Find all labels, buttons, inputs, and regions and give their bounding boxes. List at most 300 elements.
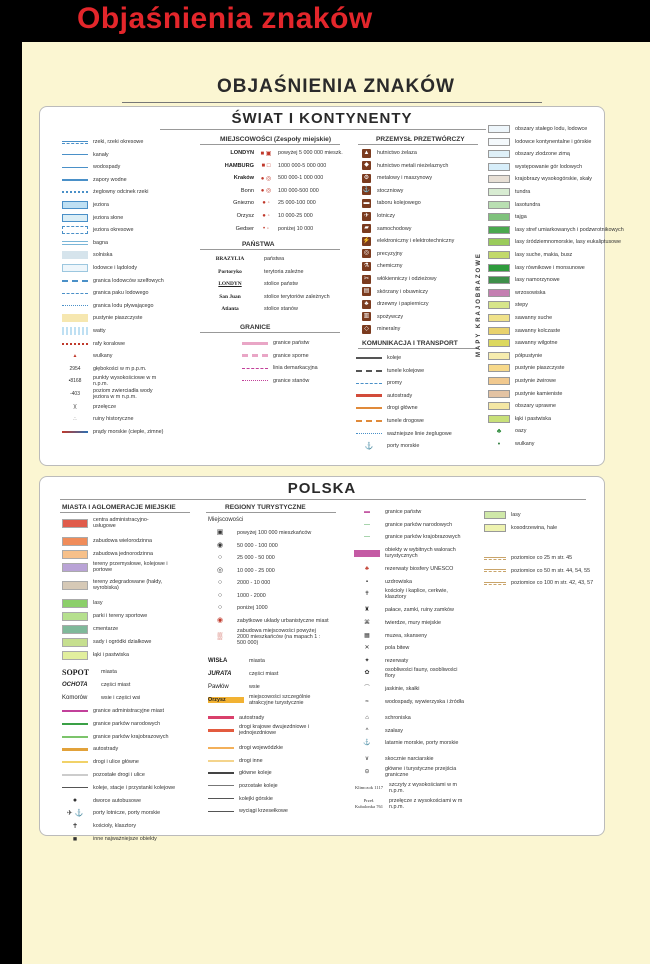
- urban-line-icon: [62, 710, 88, 712]
- legend-label: skocznie narciarskie: [385, 756, 434, 763]
- hydro-legend-row: [62, 350, 112, 362]
- industry-legend-row: [362, 248, 402, 260]
- settlement-symbol-icon: ■ □: [261, 162, 271, 169]
- poland-panel-title: POLSKA: [287, 480, 357, 497]
- urban-heading: MIASTA I AGLOMERACJE MIEJSKIE: [62, 504, 176, 511]
- urban-line-row: [62, 807, 160, 819]
- legend-label: twierdze, mury miejskie: [385, 620, 442, 626]
- city-name: Orzysz: [236, 213, 254, 219]
- landscape-legend-row: [488, 136, 591, 148]
- depth-icon: 2954: [69, 365, 81, 372]
- hydro-legend-row: [62, 426, 163, 438]
- legend-label: tundra: [515, 189, 531, 195]
- legend-label: drzewny i papierniczy: [377, 301, 429, 308]
- transport-line-icon: [356, 420, 382, 422]
- landscape-legend-row: [488, 287, 546, 299]
- legend-label: poniżej 10 000: [278, 225, 314, 232]
- legend-label: zapory wodne: [93, 176, 127, 183]
- industry-icon: ⚙: [363, 174, 370, 181]
- region-settlement-row: [208, 590, 266, 602]
- borders-heading-rule: [200, 332, 340, 333]
- region-name-row: [208, 681, 260, 693]
- landscape-legend-row: [488, 388, 562, 400]
- tourism-symbol-icon: ^: [365, 727, 369, 734]
- relief-row: [484, 509, 521, 521]
- settlement-symbol-icon: ○: [217, 579, 223, 586]
- landscape-legend-row: [488, 236, 621, 248]
- city-legend-row: [202, 160, 326, 172]
- tourism-row: [354, 712, 411, 724]
- seasonal-lake-icon: [62, 226, 88, 234]
- city-name: LONDYN: [230, 150, 254, 156]
- hydro-legend-row: [62, 300, 154, 312]
- industry-legend-row: [362, 286, 428, 298]
- settlement-symbol-icon: ◉: [216, 541, 224, 549]
- region-settlement-row: [208, 627, 329, 646]
- legend-label: tajga: [515, 214, 527, 221]
- salt-lake-icon: [62, 214, 88, 222]
- tourism-row: [354, 531, 465, 543]
- world-title-divider: [160, 129, 486, 130]
- settlement-symbol-icon: ◉: [216, 616, 224, 624]
- city-legend-row: [202, 172, 323, 184]
- swamp-icon: [62, 239, 88, 247]
- coral-reef-icon: [62, 343, 88, 345]
- border-line-icon: [242, 354, 268, 357]
- urban-line-row: [62, 718, 160, 730]
- drift-ice-icon: [62, 305, 88, 306]
- region-settlement-row: [208, 565, 275, 577]
- contour-line-icon: [484, 582, 506, 585]
- legend-label: wsie i części wsi: [101, 695, 141, 701]
- transport-line-icon: [356, 407, 382, 409]
- region-name-sample: Orzysz: [208, 697, 244, 703]
- region-road-row: [208, 767, 272, 779]
- industry-icon: ⚓: [362, 187, 371, 194]
- industry-icon: ▰: [362, 224, 371, 233]
- landscape-swatch: [488, 301, 510, 309]
- landscape-legend-row: [488, 413, 551, 425]
- legend-label: granica lodowców szelfowych: [93, 277, 164, 284]
- legend-label: drogi wojewódzkie: [239, 745, 284, 752]
- legend-label: taboru kolejowego: [377, 200, 421, 207]
- tourism-row: [354, 766, 465, 778]
- legend-label: autostrady: [387, 392, 413, 399]
- borders-heading: GRANICE: [240, 324, 271, 331]
- tourism-row: [354, 547, 465, 559]
- legend-label: obszary stałego lodu, lodowce: [515, 126, 588, 132]
- industry-legend-row: [362, 160, 448, 172]
- tourism-row: [354, 725, 403, 737]
- urban-name-row: [62, 692, 140, 704]
- legend-label: jaskinie, skałki: [385, 686, 420, 693]
- legend-label: hutnictwo żelaza: [377, 150, 417, 156]
- road-line-icon: [208, 747, 234, 749]
- legend-label: wodospady: [93, 164, 121, 171]
- title-divider: [122, 102, 542, 103]
- tourism-row: [354, 576, 412, 588]
- legend-label: przełęcze: [93, 403, 117, 410]
- region-road-row: [208, 712, 264, 724]
- landscape-legend-row: [488, 312, 552, 324]
- landscape-swatch: [488, 339, 510, 347]
- urban-area-row: [62, 623, 118, 635]
- legend-label: hutnictwo metali nieżelaznych: [377, 162, 449, 169]
- legend-label: tunele drogowe: [387, 418, 424, 424]
- settlement-symbol-icon: ▒: [217, 632, 223, 640]
- river-icon: [62, 141, 88, 144]
- legend-label: muzea, skanseny: [385, 632, 427, 639]
- road-line-icon: [208, 716, 234, 719]
- legend-label: sawanny suche: [515, 315, 553, 321]
- legend-label: granice parków krajobrazowych: [93, 733, 169, 740]
- urban-line-row: [62, 795, 141, 807]
- state-legend-row: [200, 278, 298, 290]
- industry-icon: ⚗: [363, 262, 370, 269]
- road-line-icon: [208, 729, 234, 732]
- region-name-sample: Pawłów: [208, 683, 229, 690]
- transport-heading-rule: [358, 348, 478, 349]
- legend-label: koleje: [387, 355, 402, 361]
- legend-label: pustynie kamieniste: [515, 390, 563, 397]
- tourism-symbol-icon: ⊝: [364, 768, 370, 775]
- region-road-row: [208, 805, 288, 817]
- landscape-swatch: [488, 415, 510, 423]
- legend-label: pola bitew: [385, 645, 410, 652]
- city-legend-row: [202, 223, 313, 235]
- urban-heading-rule: [60, 512, 190, 513]
- urban-line-icon: [62, 774, 88, 776]
- legend-label: tereny zdegradowane (hałdy, wyrobiska): [93, 579, 163, 591]
- legend-label: włókienniczy i odzieżowy: [377, 276, 437, 282]
- legend-label: jeziora okresowe: [93, 227, 134, 234]
- landscape-swatch: [488, 314, 510, 322]
- urban-line-icon: ✝: [72, 823, 78, 831]
- contour-line-icon: [484, 569, 506, 572]
- legend-label: dworce autobusowe: [93, 797, 141, 804]
- ocean-current-icon: [62, 431, 88, 433]
- urban-area-row: [62, 636, 151, 648]
- legend-label: elektroniczny i elektrotechniczny: [377, 238, 455, 245]
- tourism-symbol-icon: ♣: [365, 566, 369, 573]
- urban-line-row: [62, 756, 139, 768]
- legend-label: wsie: [249, 683, 260, 690]
- urban-area-swatch: [62, 537, 88, 546]
- landscape-swatch: [488, 226, 510, 234]
- state-legend-row: [200, 303, 298, 315]
- contour-row: [484, 577, 593, 589]
- transport-legend-row: [356, 440, 419, 452]
- landscape-vertical-label: MAPY KRAJOBRAZOWE: [476, 252, 482, 357]
- legend-label: ważniejsze linie żeglugowe: [387, 430, 452, 437]
- industry-legend-row: [362, 223, 411, 235]
- legend-label: pałace, zamki, ruiny zamków: [385, 607, 454, 614]
- transport-line-icon: [356, 383, 382, 384]
- contour-row: [484, 552, 572, 564]
- region-settlement-row: [208, 577, 270, 589]
- urban-area-swatch: [62, 550, 88, 559]
- tourism-row: [354, 737, 465, 749]
- landscape-legend-row: [488, 199, 540, 211]
- legend-label: samochodowy: [377, 225, 412, 232]
- legend-label: schroniska: [385, 715, 411, 721]
- industry-legend-row: [362, 298, 429, 310]
- hydro-legend-row: [62, 413, 133, 425]
- tourism-symbol-icon: ≈: [365, 699, 369, 705]
- landscape-swatch: [488, 364, 510, 372]
- city-legend-row: [202, 210, 313, 222]
- urban-name-row: [62, 679, 130, 691]
- legend-label: sawanny kolczaste: [515, 327, 561, 334]
- tidal-flat-icon: [62, 327, 88, 335]
- settlement-symbol-icon: ● ◦: [262, 200, 270, 207]
- region-name-row: [208, 655, 265, 667]
- hydro-legend-row: [62, 161, 120, 173]
- legend-label: kosodrzewina, hale: [511, 524, 558, 531]
- region-road-row: [208, 742, 283, 754]
- legend-label: 100 000-500 000: [278, 187, 319, 194]
- sand-desert-icon: [62, 314, 88, 322]
- legend-label: linia demarkacyjna: [273, 365, 318, 372]
- legend-label: 10 000-25 000: [278, 213, 313, 219]
- industry-icon: ✂: [363, 275, 370, 282]
- settlement-symbol-icon: ● ◎: [260, 188, 272, 195]
- canal-icon: [62, 154, 88, 155]
- industry-icon: ▲: [363, 149, 370, 156]
- settlement-symbol-icon: ■ ▣: [260, 150, 272, 157]
- regions-heading-rule: [206, 512, 336, 513]
- tourism-symbol-icon: ∨: [364, 756, 370, 763]
- landscape-legend-row: [488, 299, 528, 311]
- landscape-swatch: [488, 138, 510, 146]
- legend-label: inne najważniejsze obiekty: [93, 836, 157, 842]
- ruins-icon: ∴: [73, 416, 77, 423]
- transport-line-icon: [356, 357, 382, 359]
- tourism-row: [354, 630, 427, 642]
- legend-label: porty lotnicze, porty morskie: [93, 810, 161, 817]
- settlement-symbol-icon: • ◦: [263, 225, 269, 232]
- landscape-legend-row: [488, 400, 556, 412]
- landscape-legend-row: [488, 425, 526, 437]
- legend-label: granice państw: [385, 509, 422, 515]
- legend-label: osobliwości fauny, osobliwości flory: [385, 667, 458, 680]
- transport-legend-row: [356, 402, 418, 414]
- industry-icon: ⚡: [362, 237, 371, 244]
- tourism-symbol-icon: Klimczok 1117: [354, 784, 384, 790]
- urban-area-row: [62, 561, 171, 573]
- hydro-legend-row: [62, 312, 142, 324]
- landscape-legend-row: [488, 274, 560, 286]
- city-name: Gedser: [235, 225, 254, 232]
- hydro-legend-row: [62, 186, 148, 198]
- transport-legend-row: [356, 390, 412, 402]
- landscape-legend-row: [488, 438, 534, 450]
- urban-line-row: [62, 782, 175, 794]
- city-legend-row: [202, 185, 319, 197]
- industry-icon: ◇: [362, 325, 371, 334]
- landscape-legend-row: [488, 262, 585, 274]
- landscape-legend-row: [488, 249, 572, 261]
- navigable-river-icon: [62, 191, 88, 193]
- transport-heading: KOMUNIKACJA I TRANSPORT: [362, 340, 458, 347]
- contour-row: [484, 565, 590, 577]
- legend-label: punkty wysokościowe w m n.p.m.: [93, 375, 157, 388]
- legend-label: rzeki, rzeki okresowe: [93, 139, 144, 145]
- legend-label: szczyty z wysokościami w m n.p.m.: [389, 781, 457, 794]
- legend-label: pustynie piaszczyste: [93, 315, 143, 322]
- hydro-legend-row: [62, 388, 167, 400]
- urban-name-sample: OCHOTA: [62, 682, 88, 688]
- legend-label: tunele kolejowe: [387, 367, 425, 374]
- legend-label: miasta: [101, 669, 117, 675]
- hydro-legend-row: [62, 287, 148, 299]
- border-line-icon: [242, 368, 268, 369]
- urban-line-row: [62, 705, 164, 717]
- legend-label: pustynie piaszczyste: [515, 365, 565, 372]
- landscape-swatch: [488, 201, 510, 209]
- legend-label: koleje, stacje i przystanki kolejowe: [93, 784, 176, 791]
- legend-label: żeglowny odcinek rzeki: [93, 189, 149, 196]
- urban-name-sample: SOPOT: [62, 667, 90, 677]
- legend-label: miasta: [249, 657, 265, 664]
- legend-label: poziomice co 50 m str. 44, 54, 55: [511, 567, 591, 574]
- urban-area-swatch: [62, 599, 88, 608]
- legend-main-title: OBJAŚNIENIA ZNAKÓW: [217, 76, 455, 97]
- legend-label: lasy: [93, 600, 103, 606]
- region-name-sample: WISŁA: [208, 657, 228, 664]
- legend-label: miejscowości szczególnie atrakcyjne turystycznie: [249, 693, 311, 706]
- legend-label: stolice terytoriów zależnych: [264, 293, 330, 300]
- tourism-symbol-icon: ✦: [364, 657, 370, 664]
- industry-legend-row: [362, 311, 403, 323]
- legend-label: uzdrowiska: [385, 578, 412, 585]
- border-legend-row: [242, 362, 318, 374]
- region-road-row: [208, 793, 273, 805]
- legend-label: drogi i ulice główne: [93, 759, 139, 766]
- dam-icon: [62, 179, 88, 181]
- landscape-legend-row: [488, 337, 558, 349]
- legend-label: wulkany: [515, 441, 535, 447]
- legend-label: sady i ogródki działkowe: [93, 639, 152, 645]
- legend-label: 500 000-1 000 000: [278, 175, 324, 182]
- legend-label: pozostałe koleje: [239, 782, 278, 789]
- border-legend-row: [242, 350, 309, 362]
- legend-label: zabudowa jednorodzinna: [93, 551, 153, 557]
- legend-label: autostrady: [239, 714, 265, 721]
- regions-heading: REGIONY TURYSTYCZNE: [225, 504, 306, 511]
- region-settlement-row: [208, 552, 275, 564]
- hydro-legend-row: [62, 275, 164, 287]
- states-heading: PAŃSTWA: [242, 241, 275, 248]
- tourism-row: [354, 782, 469, 794]
- legend-label: głębokości w m p.p.m.: [93, 365, 147, 372]
- tourism-symbol-icon: ♜: [364, 607, 370, 614]
- landscape-swatch: [488, 377, 510, 385]
- legend-label: zabudowa wielorodzinna: [93, 538, 153, 544]
- border-line-icon: [242, 342, 268, 345]
- legend-label: spożywczy: [377, 313, 404, 320]
- states-heading-rule: [200, 249, 340, 250]
- legend-label: precyzyjny: [377, 250, 403, 257]
- tourism-row: [354, 506, 421, 518]
- border-line-icon: [242, 380, 268, 381]
- legend-label: kolejki górskie: [239, 795, 273, 802]
- world-panel: [39, 106, 624, 466]
- legend-label: 1000 - 2000: [237, 592, 266, 599]
- transport-legend-row: [356, 428, 452, 440]
- legend-label: lasy suche, makia, busz: [515, 252, 573, 258]
- road-line-icon: [208, 798, 234, 799]
- poland-panel: [39, 476, 605, 843]
- urban-name-row: [62, 666, 117, 678]
- landscape-swatch: [488, 327, 510, 335]
- world-panel-title: ŚWIAT I KONTYNENTY: [231, 110, 413, 127]
- urban-line-icon: [62, 748, 88, 751]
- tourism-row: [354, 563, 453, 575]
- legend-label: drogi inne: [239, 757, 263, 764]
- industry-legend-row: [362, 185, 403, 197]
- legend-label: lasotundra: [515, 201, 541, 208]
- urban-area-swatch: [62, 612, 88, 621]
- landscape-legend-row: [488, 325, 560, 337]
- tourism-row: [354, 519, 452, 531]
- legend-label: krajobrazy wysokogórskie, skały: [515, 176, 592, 183]
- legend-label: chemiczny: [377, 263, 403, 270]
- city-legend-row: [202, 197, 316, 209]
- urban-line-row: [62, 743, 118, 755]
- tourism-symbol-icon: [354, 550, 380, 557]
- tourism-symbol-icon: ▦: [364, 632, 370, 639]
- urban-area-swatch: [62, 625, 88, 634]
- salt-flat-icon: [62, 251, 88, 259]
- hydro-legend-row: [62, 136, 143, 148]
- legend-label: państwa: [264, 256, 285, 262]
- landscape-swatch: [488, 402, 510, 410]
- hydro-legend-row: [62, 262, 137, 274]
- legend-label: wulkany: [93, 353, 113, 360]
- urban-area-swatch: [62, 581, 88, 590]
- legend-label: obszary uprawne: [515, 403, 557, 410]
- legend-label: 10 000 - 25 000: [237, 567, 275, 574]
- landscape-legend-row: [488, 350, 542, 362]
- legend-label: rezerwaty: [385, 657, 409, 664]
- landscape-swatch: [488, 352, 510, 360]
- legend-label: wodospady, wywierzyska i źródła: [385, 699, 464, 705]
- legend-label: pozostałe drogi i ulice: [93, 772, 145, 778]
- hydro-legend-row: [62, 249, 112, 261]
- tourism-row: [354, 753, 434, 765]
- legend-label: granice sporne: [273, 352, 309, 359]
- state-legend-row: [200, 291, 330, 303]
- landscape-legend-row: [488, 148, 570, 160]
- oasis-icon: ♣: [496, 427, 502, 435]
- relief-row: [484, 522, 557, 534]
- industry-legend-row: [362, 197, 421, 209]
- page-header-title: Objaśnienia znaków: [77, 2, 373, 35]
- landscape-legend-row: [488, 161, 582, 173]
- legend-label: 25 000-100 000: [278, 200, 316, 207]
- lake-icon: [62, 201, 88, 209]
- state-name: LONDYN: [218, 281, 242, 288]
- region-road-row: [208, 780, 278, 792]
- urban-area-row: [62, 579, 171, 591]
- tourism-symbol-icon: ⚓: [363, 740, 371, 747]
- legend-label: lotniczy: [377, 213, 395, 219]
- tourism-row: [354, 617, 441, 629]
- legend-label: drogi krajowe dwujezdniowe i jednojezdniowe: [239, 724, 310, 737]
- transport-line-icon: [356, 394, 382, 397]
- hydro-legend-row: [62, 363, 146, 375]
